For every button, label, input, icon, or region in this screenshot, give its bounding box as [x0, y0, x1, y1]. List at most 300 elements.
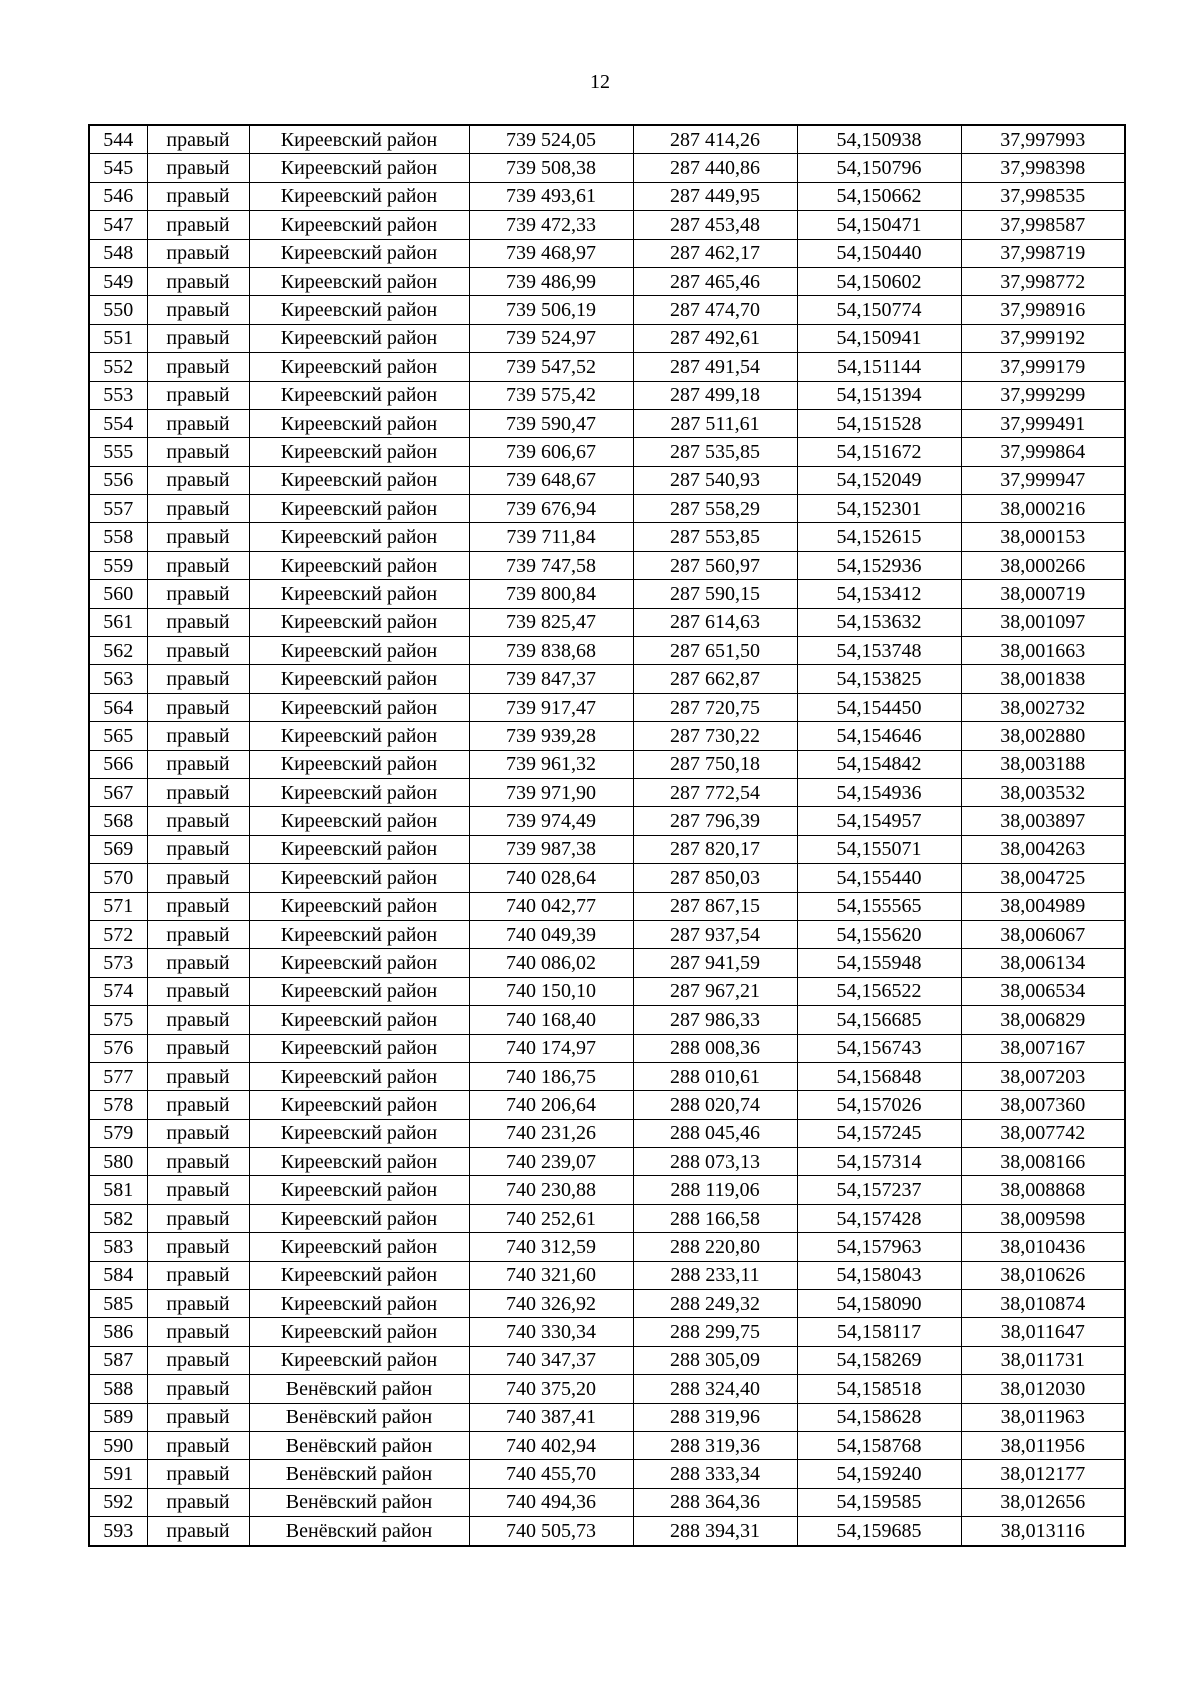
longitude-cell: 37,999491 [961, 409, 1125, 437]
point-number-cell: 578 [89, 1091, 147, 1119]
latitude-cell: 54,158768 [797, 1431, 961, 1459]
y-coordinate-cell: 288 233,11 [633, 1261, 797, 1289]
point-number-cell: 547 [89, 211, 147, 239]
bank-cell: правый [147, 1488, 249, 1516]
point-number-cell: 546 [89, 182, 147, 210]
bank-cell: правый [147, 977, 249, 1005]
point-number-cell: 574 [89, 977, 147, 1005]
latitude-cell: 54,150774 [797, 296, 961, 324]
longitude-cell: 38,012030 [961, 1375, 1125, 1403]
latitude-cell: 54,156848 [797, 1062, 961, 1090]
district-cell: Киреевский район [249, 864, 469, 892]
longitude-cell: 37,998398 [961, 154, 1125, 182]
table-row [89, 1431, 1125, 1459]
bank-cell: правый [147, 949, 249, 977]
bank-cell: правый [147, 1148, 249, 1176]
district-cell: Киреевский район [249, 750, 469, 778]
latitude-cell: 54,150938 [797, 125, 961, 154]
point-number-cell: 552 [89, 353, 147, 381]
district-cell: Киреевский район [249, 977, 469, 1005]
table-row [89, 296, 1125, 324]
district-cell: Киреевский район [249, 1318, 469, 1346]
longitude-cell: 38,003897 [961, 807, 1125, 835]
point-number-cell: 558 [89, 523, 147, 551]
x-coordinate-cell: 740 086,02 [469, 949, 633, 977]
y-coordinate-cell: 287 453,48 [633, 211, 797, 239]
table-row [89, 523, 1125, 551]
y-coordinate-cell: 287 720,75 [633, 693, 797, 721]
latitude-cell: 54,157428 [797, 1204, 961, 1232]
x-coordinate-cell: 739 917,47 [469, 693, 633, 721]
latitude-cell: 54,159585 [797, 1488, 961, 1516]
latitude-cell: 54,154957 [797, 807, 961, 835]
x-coordinate-cell: 740 375,20 [469, 1375, 633, 1403]
latitude-cell: 54,151528 [797, 409, 961, 437]
longitude-cell: 37,999299 [961, 381, 1125, 409]
district-cell: Киреевский район [249, 353, 469, 381]
district-cell: Киреевский район [249, 1006, 469, 1034]
table-row [89, 1204, 1125, 1232]
y-coordinate-cell: 287 491,54 [633, 353, 797, 381]
table-row [89, 693, 1125, 721]
table-row [89, 1062, 1125, 1090]
point-number-cell: 553 [89, 381, 147, 409]
longitude-cell: 38,006534 [961, 977, 1125, 1005]
table-row [89, 920, 1125, 948]
longitude-cell: 38,010874 [961, 1290, 1125, 1318]
y-coordinate-cell: 287 750,18 [633, 750, 797, 778]
x-coordinate-cell: 740 505,73 [469, 1517, 633, 1546]
table-row [89, 608, 1125, 636]
bank-cell: правый [147, 835, 249, 863]
district-cell: Киреевский район [249, 920, 469, 948]
x-coordinate-cell: 740 150,10 [469, 977, 633, 1005]
bank-cell: правый [147, 693, 249, 721]
table-row [89, 949, 1125, 977]
point-number-cell: 575 [89, 1006, 147, 1034]
latitude-cell: 54,154450 [797, 693, 961, 721]
x-coordinate-cell: 739 524,05 [469, 125, 633, 154]
bank-cell: правый [147, 1460, 249, 1488]
latitude-cell: 54,152301 [797, 495, 961, 523]
x-coordinate-cell: 739 974,49 [469, 807, 633, 835]
district-cell: Киреевский район [249, 637, 469, 665]
y-coordinate-cell: 287 540,93 [633, 466, 797, 494]
point-number-cell: 588 [89, 1375, 147, 1403]
latitude-cell: 54,158518 [797, 1375, 961, 1403]
bank-cell: правый [147, 495, 249, 523]
district-cell: Венёвский район [249, 1517, 469, 1546]
longitude-cell: 38,008868 [961, 1176, 1125, 1204]
latitude-cell: 54,158269 [797, 1346, 961, 1374]
table-row [89, 1034, 1125, 1062]
point-number-cell: 550 [89, 296, 147, 324]
district-cell: Киреевский район [249, 182, 469, 210]
point-number-cell: 586 [89, 1318, 147, 1346]
y-coordinate-cell: 287 941,59 [633, 949, 797, 977]
x-coordinate-cell: 739 987,38 [469, 835, 633, 863]
longitude-cell: 37,999192 [961, 324, 1125, 352]
latitude-cell: 54,154842 [797, 750, 961, 778]
y-coordinate-cell: 287 449,95 [633, 182, 797, 210]
longitude-cell: 37,999179 [961, 353, 1125, 381]
y-coordinate-cell: 288 073,13 [633, 1148, 797, 1176]
y-coordinate-cell: 287 820,17 [633, 835, 797, 863]
longitude-cell: 37,998719 [961, 239, 1125, 267]
bank-cell: правый [147, 211, 249, 239]
latitude-cell: 54,158090 [797, 1290, 961, 1318]
x-coordinate-cell: 739 575,42 [469, 381, 633, 409]
table-row [89, 892, 1125, 920]
point-number-cell: 573 [89, 949, 147, 977]
latitude-cell: 54,157314 [797, 1148, 961, 1176]
y-coordinate-cell: 288 119,06 [633, 1176, 797, 1204]
point-number-cell: 569 [89, 835, 147, 863]
x-coordinate-cell: 739 486,99 [469, 267, 633, 295]
district-cell: Киреевский район [249, 523, 469, 551]
bank-cell: правый [147, 1034, 249, 1062]
y-coordinate-cell: 287 730,22 [633, 722, 797, 750]
latitude-cell: 54,151672 [797, 438, 961, 466]
bank-cell: правый [147, 523, 249, 551]
district-cell: Киреевский район [249, 608, 469, 636]
district-cell: Киреевский район [249, 1204, 469, 1232]
y-coordinate-cell: 287 462,17 [633, 239, 797, 267]
x-coordinate-cell: 739 468,97 [469, 239, 633, 267]
longitude-cell: 37,999947 [961, 466, 1125, 494]
point-number-cell: 591 [89, 1460, 147, 1488]
longitude-cell: 38,003188 [961, 750, 1125, 778]
longitude-cell: 38,012656 [961, 1488, 1125, 1516]
bank-cell: правый [147, 1204, 249, 1232]
page-number: 12 [590, 71, 610, 93]
point-number-cell: 568 [89, 807, 147, 835]
district-cell: Киреевский район [249, 1346, 469, 1374]
table-row [89, 1346, 1125, 1374]
bank-cell: правый [147, 296, 249, 324]
district-cell: Киреевский район [249, 693, 469, 721]
point-number-cell: 589 [89, 1403, 147, 1431]
point-number-cell: 549 [89, 267, 147, 295]
district-cell: Киреевский район [249, 495, 469, 523]
y-coordinate-cell: 287 474,70 [633, 296, 797, 324]
latitude-cell: 54,159685 [797, 1517, 961, 1546]
table-row [89, 182, 1125, 210]
x-coordinate-cell: 739 961,32 [469, 750, 633, 778]
district-cell: Киреевский район [249, 580, 469, 608]
longitude-cell: 38,000153 [961, 523, 1125, 551]
point-number-cell: 592 [89, 1488, 147, 1516]
district-cell: Киреевский район [249, 324, 469, 352]
bank-cell: правый [147, 1290, 249, 1318]
x-coordinate-cell: 739 472,33 [469, 211, 633, 239]
point-number-cell: 563 [89, 665, 147, 693]
y-coordinate-cell: 288 020,74 [633, 1091, 797, 1119]
point-number-cell: 544 [89, 125, 147, 154]
point-number-cell: 593 [89, 1517, 147, 1546]
latitude-cell: 54,153825 [797, 665, 961, 693]
x-coordinate-cell: 739 971,90 [469, 778, 633, 806]
point-number-cell: 565 [89, 722, 147, 750]
y-coordinate-cell: 288 299,75 [633, 1318, 797, 1346]
district-cell: Киреевский район [249, 296, 469, 324]
y-coordinate-cell: 288 319,36 [633, 1431, 797, 1459]
x-coordinate-cell: 739 939,28 [469, 722, 633, 750]
y-coordinate-cell: 287 553,85 [633, 523, 797, 551]
district-cell: Венёвский район [249, 1488, 469, 1516]
x-coordinate-cell: 739 825,47 [469, 608, 633, 636]
table-row [89, 1488, 1125, 1516]
district-cell: Киреевский район [249, 1290, 469, 1318]
district-cell: Венёвский район [249, 1431, 469, 1459]
district-cell: Киреевский район [249, 154, 469, 182]
longitude-cell: 38,004725 [961, 864, 1125, 892]
x-coordinate-cell: 739 676,94 [469, 495, 633, 523]
latitude-cell: 54,154646 [797, 722, 961, 750]
y-coordinate-cell: 288 364,36 [633, 1488, 797, 1516]
bank-cell: правый [147, 1176, 249, 1204]
point-number-cell: 564 [89, 693, 147, 721]
longitude-cell: 38,010626 [961, 1261, 1125, 1289]
point-number-cell: 572 [89, 920, 147, 948]
point-number-cell: 557 [89, 495, 147, 523]
bank-cell: правый [147, 1119, 249, 1147]
bank-cell: правый [147, 892, 249, 920]
point-number-cell: 548 [89, 239, 147, 267]
point-number-cell: 554 [89, 409, 147, 437]
bank-cell: правый [147, 1517, 249, 1546]
x-coordinate-cell: 739 800,84 [469, 580, 633, 608]
y-coordinate-cell: 287 850,03 [633, 864, 797, 892]
district-cell: Киреевский район [249, 892, 469, 920]
latitude-cell: 54,157026 [797, 1091, 961, 1119]
longitude-cell: 38,007167 [961, 1034, 1125, 1062]
table-row [89, 778, 1125, 806]
district-cell: Киреевский район [249, 778, 469, 806]
longitude-cell: 38,001663 [961, 637, 1125, 665]
bank-cell: правый [147, 154, 249, 182]
x-coordinate-cell: 739 493,61 [469, 182, 633, 210]
district-cell: Киреевский район [249, 722, 469, 750]
district-cell: Киреевский район [249, 1091, 469, 1119]
bank-cell: правый [147, 722, 249, 750]
longitude-cell: 38,001097 [961, 608, 1125, 636]
point-number-cell: 580 [89, 1148, 147, 1176]
y-coordinate-cell: 288 333,34 [633, 1460, 797, 1488]
x-coordinate-cell: 740 231,26 [469, 1119, 633, 1147]
table-row [89, 409, 1125, 437]
point-number-cell: 576 [89, 1034, 147, 1062]
district-cell: Киреевский район [249, 1176, 469, 1204]
latitude-cell: 54,151144 [797, 353, 961, 381]
y-coordinate-cell: 287 772,54 [633, 778, 797, 806]
coordinates-table [88, 124, 1126, 1547]
latitude-cell: 54,153748 [797, 637, 961, 665]
district-cell: Венёвский район [249, 1375, 469, 1403]
latitude-cell: 54,153632 [797, 608, 961, 636]
y-coordinate-cell: 287 535,85 [633, 438, 797, 466]
district-cell: Киреевский район [249, 211, 469, 239]
point-number-cell: 579 [89, 1119, 147, 1147]
x-coordinate-cell: 740 230,88 [469, 1176, 633, 1204]
y-coordinate-cell: 287 937,54 [633, 920, 797, 948]
latitude-cell: 54,158628 [797, 1403, 961, 1431]
table-row [89, 1233, 1125, 1261]
district-cell: Киреевский район [249, 807, 469, 835]
longitude-cell: 38,000266 [961, 551, 1125, 579]
y-coordinate-cell: 287 967,21 [633, 977, 797, 1005]
latitude-cell: 54,155440 [797, 864, 961, 892]
bank-cell: правый [147, 1318, 249, 1346]
table-row [89, 977, 1125, 1005]
y-coordinate-cell: 288 220,80 [633, 1233, 797, 1261]
bank-cell: правый [147, 864, 249, 892]
district-cell: Венёвский район [249, 1460, 469, 1488]
district-cell: Киреевский район [249, 125, 469, 154]
longitude-cell: 38,004263 [961, 835, 1125, 863]
latitude-cell: 54,155620 [797, 920, 961, 948]
point-number-cell: 570 [89, 864, 147, 892]
point-number-cell: 585 [89, 1290, 147, 1318]
table-row [89, 1517, 1125, 1546]
bank-cell: правый [147, 1346, 249, 1374]
x-coordinate-cell: 740 321,60 [469, 1261, 633, 1289]
x-coordinate-cell: 740 387,41 [469, 1403, 633, 1431]
district-cell: Киреевский район [249, 551, 469, 579]
table-row [89, 1176, 1125, 1204]
bank-cell: правый [147, 324, 249, 352]
bank-cell: правый [147, 665, 249, 693]
bank-cell: правый [147, 778, 249, 806]
district-cell: Киреевский район [249, 267, 469, 295]
bank-cell: правый [147, 637, 249, 665]
table-row [89, 267, 1125, 295]
latitude-cell: 54,156522 [797, 977, 961, 1005]
longitude-cell: 38,006134 [961, 949, 1125, 977]
table-body [89, 125, 1125, 1546]
y-coordinate-cell: 287 465,46 [633, 267, 797, 295]
table-row [89, 807, 1125, 835]
district-cell: Киреевский район [249, 1261, 469, 1289]
bank-cell: правый [147, 182, 249, 210]
bank-cell: правый [147, 125, 249, 154]
latitude-cell: 54,150602 [797, 267, 961, 295]
longitude-cell: 38,007203 [961, 1062, 1125, 1090]
latitude-cell: 54,150471 [797, 211, 961, 239]
x-coordinate-cell: 740 174,97 [469, 1034, 633, 1062]
district-cell: Киреевский район [249, 1119, 469, 1147]
point-number-cell: 582 [89, 1204, 147, 1232]
x-coordinate-cell: 740 042,77 [469, 892, 633, 920]
longitude-cell: 37,997993 [961, 125, 1125, 154]
bank-cell: правый [147, 1403, 249, 1431]
latitude-cell: 54,152615 [797, 523, 961, 551]
table-row [89, 1119, 1125, 1147]
district-cell: Киреевский район [249, 381, 469, 409]
table-row [89, 665, 1125, 693]
point-number-cell: 587 [89, 1346, 147, 1374]
x-coordinate-cell: 739 606,67 [469, 438, 633, 466]
x-coordinate-cell: 739 506,19 [469, 296, 633, 324]
longitude-cell: 38,000216 [961, 495, 1125, 523]
longitude-cell: 38,007360 [961, 1091, 1125, 1119]
point-number-cell: 567 [89, 778, 147, 806]
bank-cell: правый [147, 1062, 249, 1090]
table-row [89, 1460, 1125, 1488]
point-number-cell: 583 [89, 1233, 147, 1261]
longitude-cell: 38,009598 [961, 1204, 1125, 1232]
table-row [89, 466, 1125, 494]
table-row [89, 239, 1125, 267]
longitude-cell: 38,011963 [961, 1403, 1125, 1431]
y-coordinate-cell: 287 440,86 [633, 154, 797, 182]
x-coordinate-cell: 740 494,36 [469, 1488, 633, 1516]
district-cell: Киреевский район [249, 1062, 469, 1090]
longitude-cell: 37,998535 [961, 182, 1125, 210]
x-coordinate-cell: 740 168,40 [469, 1006, 633, 1034]
y-coordinate-cell: 287 796,39 [633, 807, 797, 835]
latitude-cell: 54,150941 [797, 324, 961, 352]
y-coordinate-cell: 288 394,31 [633, 1517, 797, 1546]
y-coordinate-cell: 287 867,15 [633, 892, 797, 920]
latitude-cell: 54,158117 [797, 1318, 961, 1346]
longitude-cell: 38,011731 [961, 1346, 1125, 1374]
longitude-cell: 37,999864 [961, 438, 1125, 466]
bank-cell: правый [147, 551, 249, 579]
longitude-cell: 38,007742 [961, 1119, 1125, 1147]
table-row [89, 1403, 1125, 1431]
bank-cell: правый [147, 608, 249, 636]
bank-cell: правый [147, 239, 249, 267]
table-row [89, 1375, 1125, 1403]
bank-cell: правый [147, 438, 249, 466]
point-number-cell: 562 [89, 637, 147, 665]
y-coordinate-cell: 287 662,87 [633, 665, 797, 693]
table-row [89, 864, 1125, 892]
x-coordinate-cell: 740 455,70 [469, 1460, 633, 1488]
longitude-cell: 38,011956 [961, 1431, 1125, 1459]
x-coordinate-cell: 739 590,47 [469, 409, 633, 437]
y-coordinate-cell: 288 008,36 [633, 1034, 797, 1062]
table-row [89, 324, 1125, 352]
district-cell: Киреевский район [249, 1034, 469, 1062]
latitude-cell: 54,156743 [797, 1034, 961, 1062]
latitude-cell: 54,156685 [797, 1006, 961, 1034]
longitude-cell: 37,998587 [961, 211, 1125, 239]
district-cell: Венёвский район [249, 1403, 469, 1431]
bank-cell: правый [147, 1261, 249, 1289]
point-number-cell: 590 [89, 1431, 147, 1459]
longitude-cell: 37,998916 [961, 296, 1125, 324]
district-cell: Киреевский район [249, 1148, 469, 1176]
point-number-cell: 561 [89, 608, 147, 636]
x-coordinate-cell: 739 847,37 [469, 665, 633, 693]
longitude-cell: 38,001838 [961, 665, 1125, 693]
y-coordinate-cell: 288 045,46 [633, 1119, 797, 1147]
table-row [89, 438, 1125, 466]
point-number-cell: 571 [89, 892, 147, 920]
y-coordinate-cell: 287 614,63 [633, 608, 797, 636]
bank-cell: правый [147, 353, 249, 381]
table-row [89, 211, 1125, 239]
table-row [89, 125, 1125, 154]
bank-cell: правый [147, 750, 249, 778]
x-coordinate-cell: 739 711,84 [469, 523, 633, 551]
district-cell: Киреевский район [249, 409, 469, 437]
table-row [89, 580, 1125, 608]
district-cell: Киреевский район [249, 466, 469, 494]
district-cell: Киреевский район [249, 1233, 469, 1261]
